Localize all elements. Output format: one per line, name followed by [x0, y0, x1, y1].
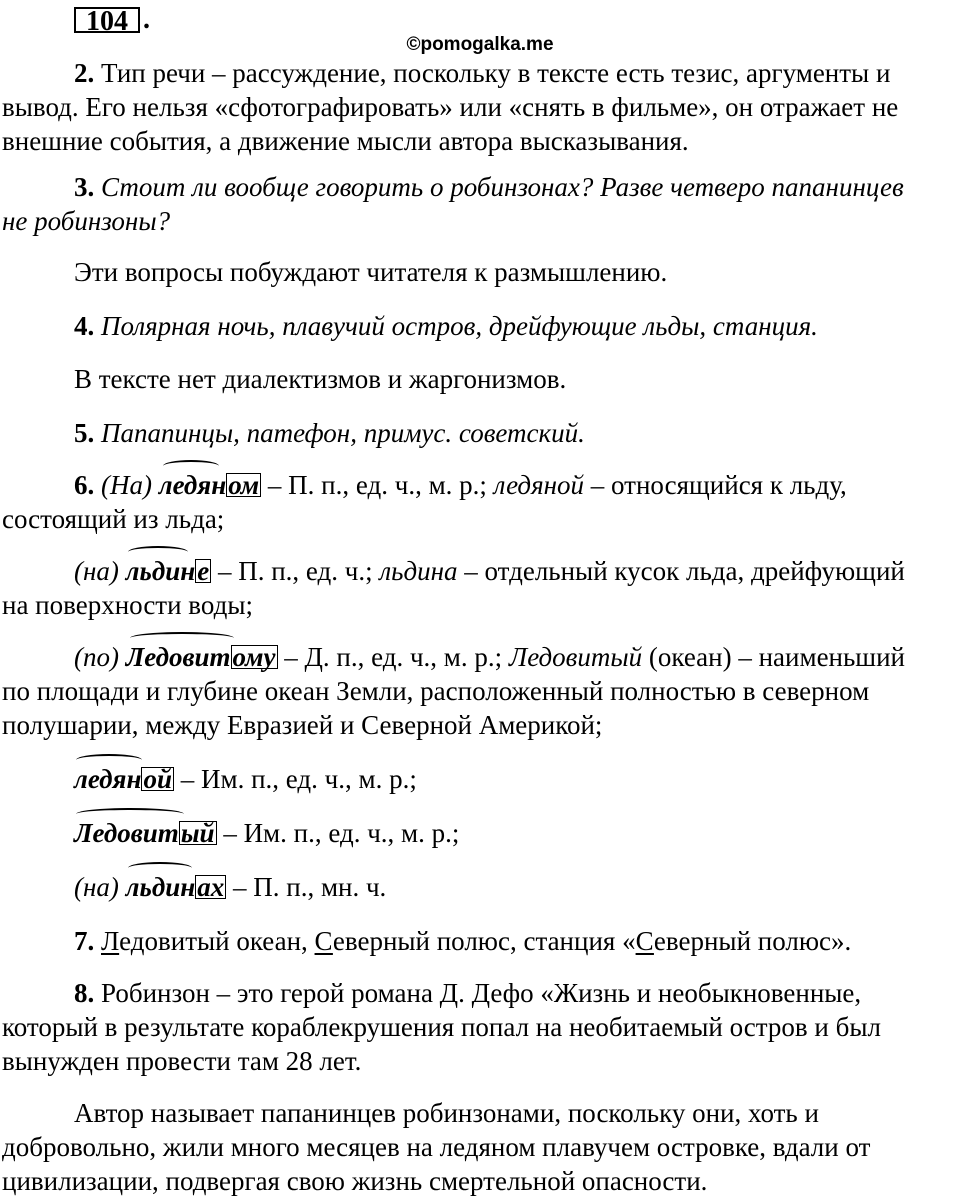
p9-line-3: цивилизации, подвергая свою жизнь смертельной опасности. — [2, 1166, 708, 1196]
p6-word-3-line: (по) Ледовитому – Д. п., ед. ч., м. р.; Ледовитый (океан) – наименьший — [74, 642, 905, 672]
ending-box: ой — [143, 764, 172, 794]
word-ldinah: льдинах — [126, 872, 227, 902]
p3-line-1: 3. Стоит ли вообще говорить о робинзонах? Разве четверо папанинцев — [74, 172, 904, 202]
root-arc — [128, 546, 188, 558]
word-ledovity: Ледовитый — [74, 818, 217, 848]
p6-word-2-line: (на) льдине – П. п., ед. ч.; льдина – отдельный кусок льда, дрейфующий — [74, 556, 905, 586]
ending-box: ом — [228, 470, 260, 500]
word-ledyanom: ледяном — [159, 470, 261, 500]
word-ledovitomu: Ледовитому — [126, 642, 278, 672]
p3-line-3: Эти вопросы побуждают читателя к размышлению. — [74, 257, 668, 287]
p4-line-1: 4. Полярная ночь, плавучий остров, дрейфующие льды, станция. — [74, 311, 818, 341]
ending-box: ах — [197, 872, 225, 902]
root-arc — [76, 754, 142, 766]
root-arc — [130, 632, 234, 644]
ending-box: ому — [232, 642, 276, 672]
p9-line-2: добровольно, жили много месяцев на ледяном плавучем островке, вдали от — [2, 1132, 871, 1162]
p2-line-2: вывод. Его нельзя «сфотографировать» или «снять в фильме», он отражает не — [2, 92, 899, 122]
p2-line-1: 2. Тип речи – рассуждение, поскольку в тексте есть тезис, аргументы и — [74, 58, 891, 88]
exercise-number-dot: . — [143, 4, 150, 35]
p6-word-2-line-2: на поверхности воды; — [2, 590, 253, 620]
p9-line-1: Автор называет папанинцев робинзонами, поскольку они, хоть и — [74, 1098, 819, 1128]
p6-word-5-line: Ледовитый – Им. п., ед. ч., м. р.; — [74, 818, 459, 848]
watermark: ©pomogalka.me — [406, 34, 554, 55]
word-ldine: льдине — [126, 556, 212, 586]
p6-word-1-line: 6. (На) ледяном – П. п., ед. ч., м. р.; ледяной – относящийся к льду, — [74, 470, 847, 500]
ending-box: е — [197, 556, 210, 586]
p8-line-2: который в результате кораблекрушения попал на необитаемый остров и был — [2, 1012, 881, 1042]
p6-word-6-line: (на) льдинах – П. п., мн. ч. — [74, 872, 386, 902]
root-arc — [128, 862, 192, 874]
p8-line-1: 8. Робинзон – это герой романа Д. Дефо «Жизнь и необыкновенные, — [74, 978, 862, 1008]
p6-word-1-line-2: состоящий из льда; — [2, 504, 225, 534]
root-arc — [163, 460, 219, 472]
word-ledyanoy: ледяной — [74, 764, 174, 794]
exercise-number: 104 — [74, 7, 140, 33]
p6-word-4-line: ледяной – Им. п., ед. ч., м. р.; — [74, 764, 417, 794]
ending-box: ый — [180, 818, 215, 848]
root-arc — [76, 808, 184, 820]
p6-word-3-line-3: полушарии, между Евразией и Северной Америкой; — [2, 710, 603, 740]
p8-line-3: вынужден провести там 28 лет. — [2, 1046, 362, 1076]
p7-line-1: 7. Ледовитый океан, Северный полюс, станция «Северный полюс». — [74, 926, 852, 956]
p3-line-2: не робинзоны? — [2, 206, 171, 236]
p4-line-2: В тексте нет диалектизмов и жаргонизмов. — [74, 364, 567, 394]
p2-line-3: внешние события, а движение мысли автора высказывания. — [2, 126, 689, 156]
p6-word-3-line-2: по площади и глубине океан Земли, расположенный полностью в северном — [2, 676, 870, 706]
p5-line-1: 5. Папапинцы, патефон, примус. советский. — [74, 418, 585, 448]
